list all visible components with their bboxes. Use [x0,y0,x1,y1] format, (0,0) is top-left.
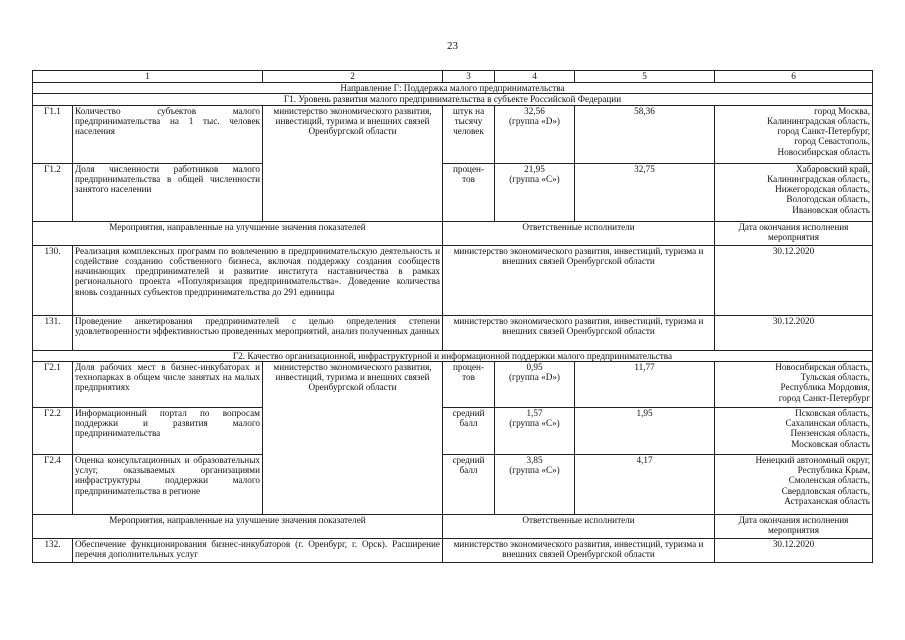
indicator-name: Доля численности работников малого предпринимательства в общей численности занятого населении [73,163,263,221]
measure-number: 130. [33,245,73,315]
indicator-value: 21,95 (группа «С») [495,163,575,221]
indicator-regions: Новосибирская область, Тульская область, Республика Мордовия, город Санкт-Петербург [715,361,873,407]
indicator-regions: Ненецкий автономный округ, Республика Крым, Смоленская область, Свердловская область, Астраханская область [715,454,873,514]
page-number: 23 [447,40,458,52]
measure-row [33,315,873,350]
col-num-3: 3 [443,71,495,83]
direction-title: Направление Г: Поддержка малого предпринимательства [33,83,873,94]
indicator-target: 58,36 [575,105,715,163]
indicator-row [33,105,873,163]
indicator-responsible: министерство экономического развития, инвестиций, туризма и внешних связей Оренбургской области [263,361,443,514]
indicator-row [33,407,873,454]
deadline-header: Дата окончания исполнения мероприятия [715,221,873,245]
indicator-code: Г1.1 [33,105,73,163]
indicator-unit: процен- тов [443,361,495,407]
measure-number: 132. [33,538,73,562]
col-num-1: 1 [33,71,263,83]
indicator-target: 11,77 [575,361,715,407]
measure-date: 30.12.2020 [715,315,873,350]
indicator-value: 1,57 (группа «С») [495,407,575,454]
indicator-responsible: министерство экономического развития, инвестиций, туризма и внешних связей Оренбургской области [263,105,443,221]
indicator-regions: Псковская область, Сахалинская область, Пензенская область, Московская область [715,407,873,454]
indicator-unit: процен- тов [443,163,495,221]
indicator-target: 4,17 [575,454,715,514]
indicator-name: Оценка консультационных и образовательных услуг, оказываемых организациями инфраструктуры поддержки малого предпринимательства в регионе [73,454,263,514]
g2-section-title: Г2. Качество организационной, инфраструктурной и информационной поддержки малого предпринимательства [33,350,873,361]
indicator-code: Г2.4 [33,454,73,514]
indicator-value: 3,85 (группа «С») [495,454,575,514]
indicator-unit: средний балл [443,407,495,454]
indicator-unit: средний балл [443,454,495,514]
indicator-value: 0,95 (группа «D») [495,361,575,407]
col-num-5: 5 [575,71,715,83]
responsible-header: Ответственные исполнители [443,221,715,245]
measure-responsible: министерство экономического развития, инвестиций, туризма и внешних связей Оренбургской области [443,315,715,350]
measures-header: Мероприятия, направленные на улучшение значения показателей [33,221,443,245]
col-num-6: 6 [715,71,873,83]
g1-section-title: Г1. Уровень развития малого предпринимательства в субъекте Российской Федерации [33,94,873,105]
measure-responsible: министерство экономического развития, инвестиций, туризма и внешних связей Оренбургской области [443,538,715,562]
measures-header-row [33,221,873,245]
indicator-code: Г2.1 [33,361,73,407]
deadline-header: Дата окончания исполнения мероприятия [715,514,873,538]
indicator-regions: город Москва, Калининградская область, город Санкт-Петербург, город Севастополь, Новосибирская область [715,105,873,163]
indicator-row [33,454,873,514]
col-num-2: 2 [263,71,443,83]
indicators-table [32,70,873,563]
col-num-4: 4 [495,71,575,83]
measure-text: Проведение анкетирования предпринимателей с целью определения степени удовлетворенности эффективностью проведенных мероприятий, анализ полученных данных [73,315,443,350]
indicator-code: Г1.2 [33,163,73,221]
measures-header: Мероприятия, направленные на улучшение значения показателей [33,514,443,538]
indicator-value: 32,56 (группа «D») [495,105,575,163]
measure-row [33,538,873,562]
indicator-name: Доля рабочих мест в бизнес-инкубаторах и технопарках в общем числе занятых на малых предприятиях [73,361,263,407]
indicator-name: Количество субъектов малого предпринимательства на 1 тыс. человек населения [73,105,263,163]
indicator-target: 1,95 [575,407,715,454]
measure-date: 30.12.2020 [715,245,873,315]
responsible-header: Ответственные исполнители [443,514,715,538]
indicator-name: Информационный портал по вопросам поддержки и развития малого предпринимательства [73,407,263,454]
indicator-row [33,163,873,221]
measure-responsible: министерство экономического развития, инвестиций, туризма и внешних связей Оренбургской области [443,245,715,315]
measures-header-row [33,514,873,538]
measure-text: Обеспечение функционирования бизнес-инкубаторов (г. Оренбург, г. Орск). Расширение перечня дополнительных услуг [73,538,443,562]
column-numbers-row [33,71,873,83]
indicator-target: 32,75 [575,163,715,221]
indicator-row [33,361,873,407]
indicator-regions: Хабаровский край, Калининградская область, Нижегородская область, Вологодская область, Ивановская область [715,163,873,221]
indicator-unit: штук на тысячу человек [443,105,495,163]
indicator-code: Г2.2 [33,407,73,454]
measure-row [33,245,873,315]
measure-text: Реализация комплексных программ по вовлечению в предпринимательскую деятельность и содействие созданию собственного бизнеса, включая поддержку создания сообществ начинающих предпринимателей и развитие института наставничества в рамках регионального проекта «Популяризация предпринимательства». Доведение количества вновь созданных субъектов предпринимательства до 291 единицы [73,245,443,315]
measure-date: 30.12.2020 [715,538,873,562]
measure-number: 131. [33,315,73,350]
